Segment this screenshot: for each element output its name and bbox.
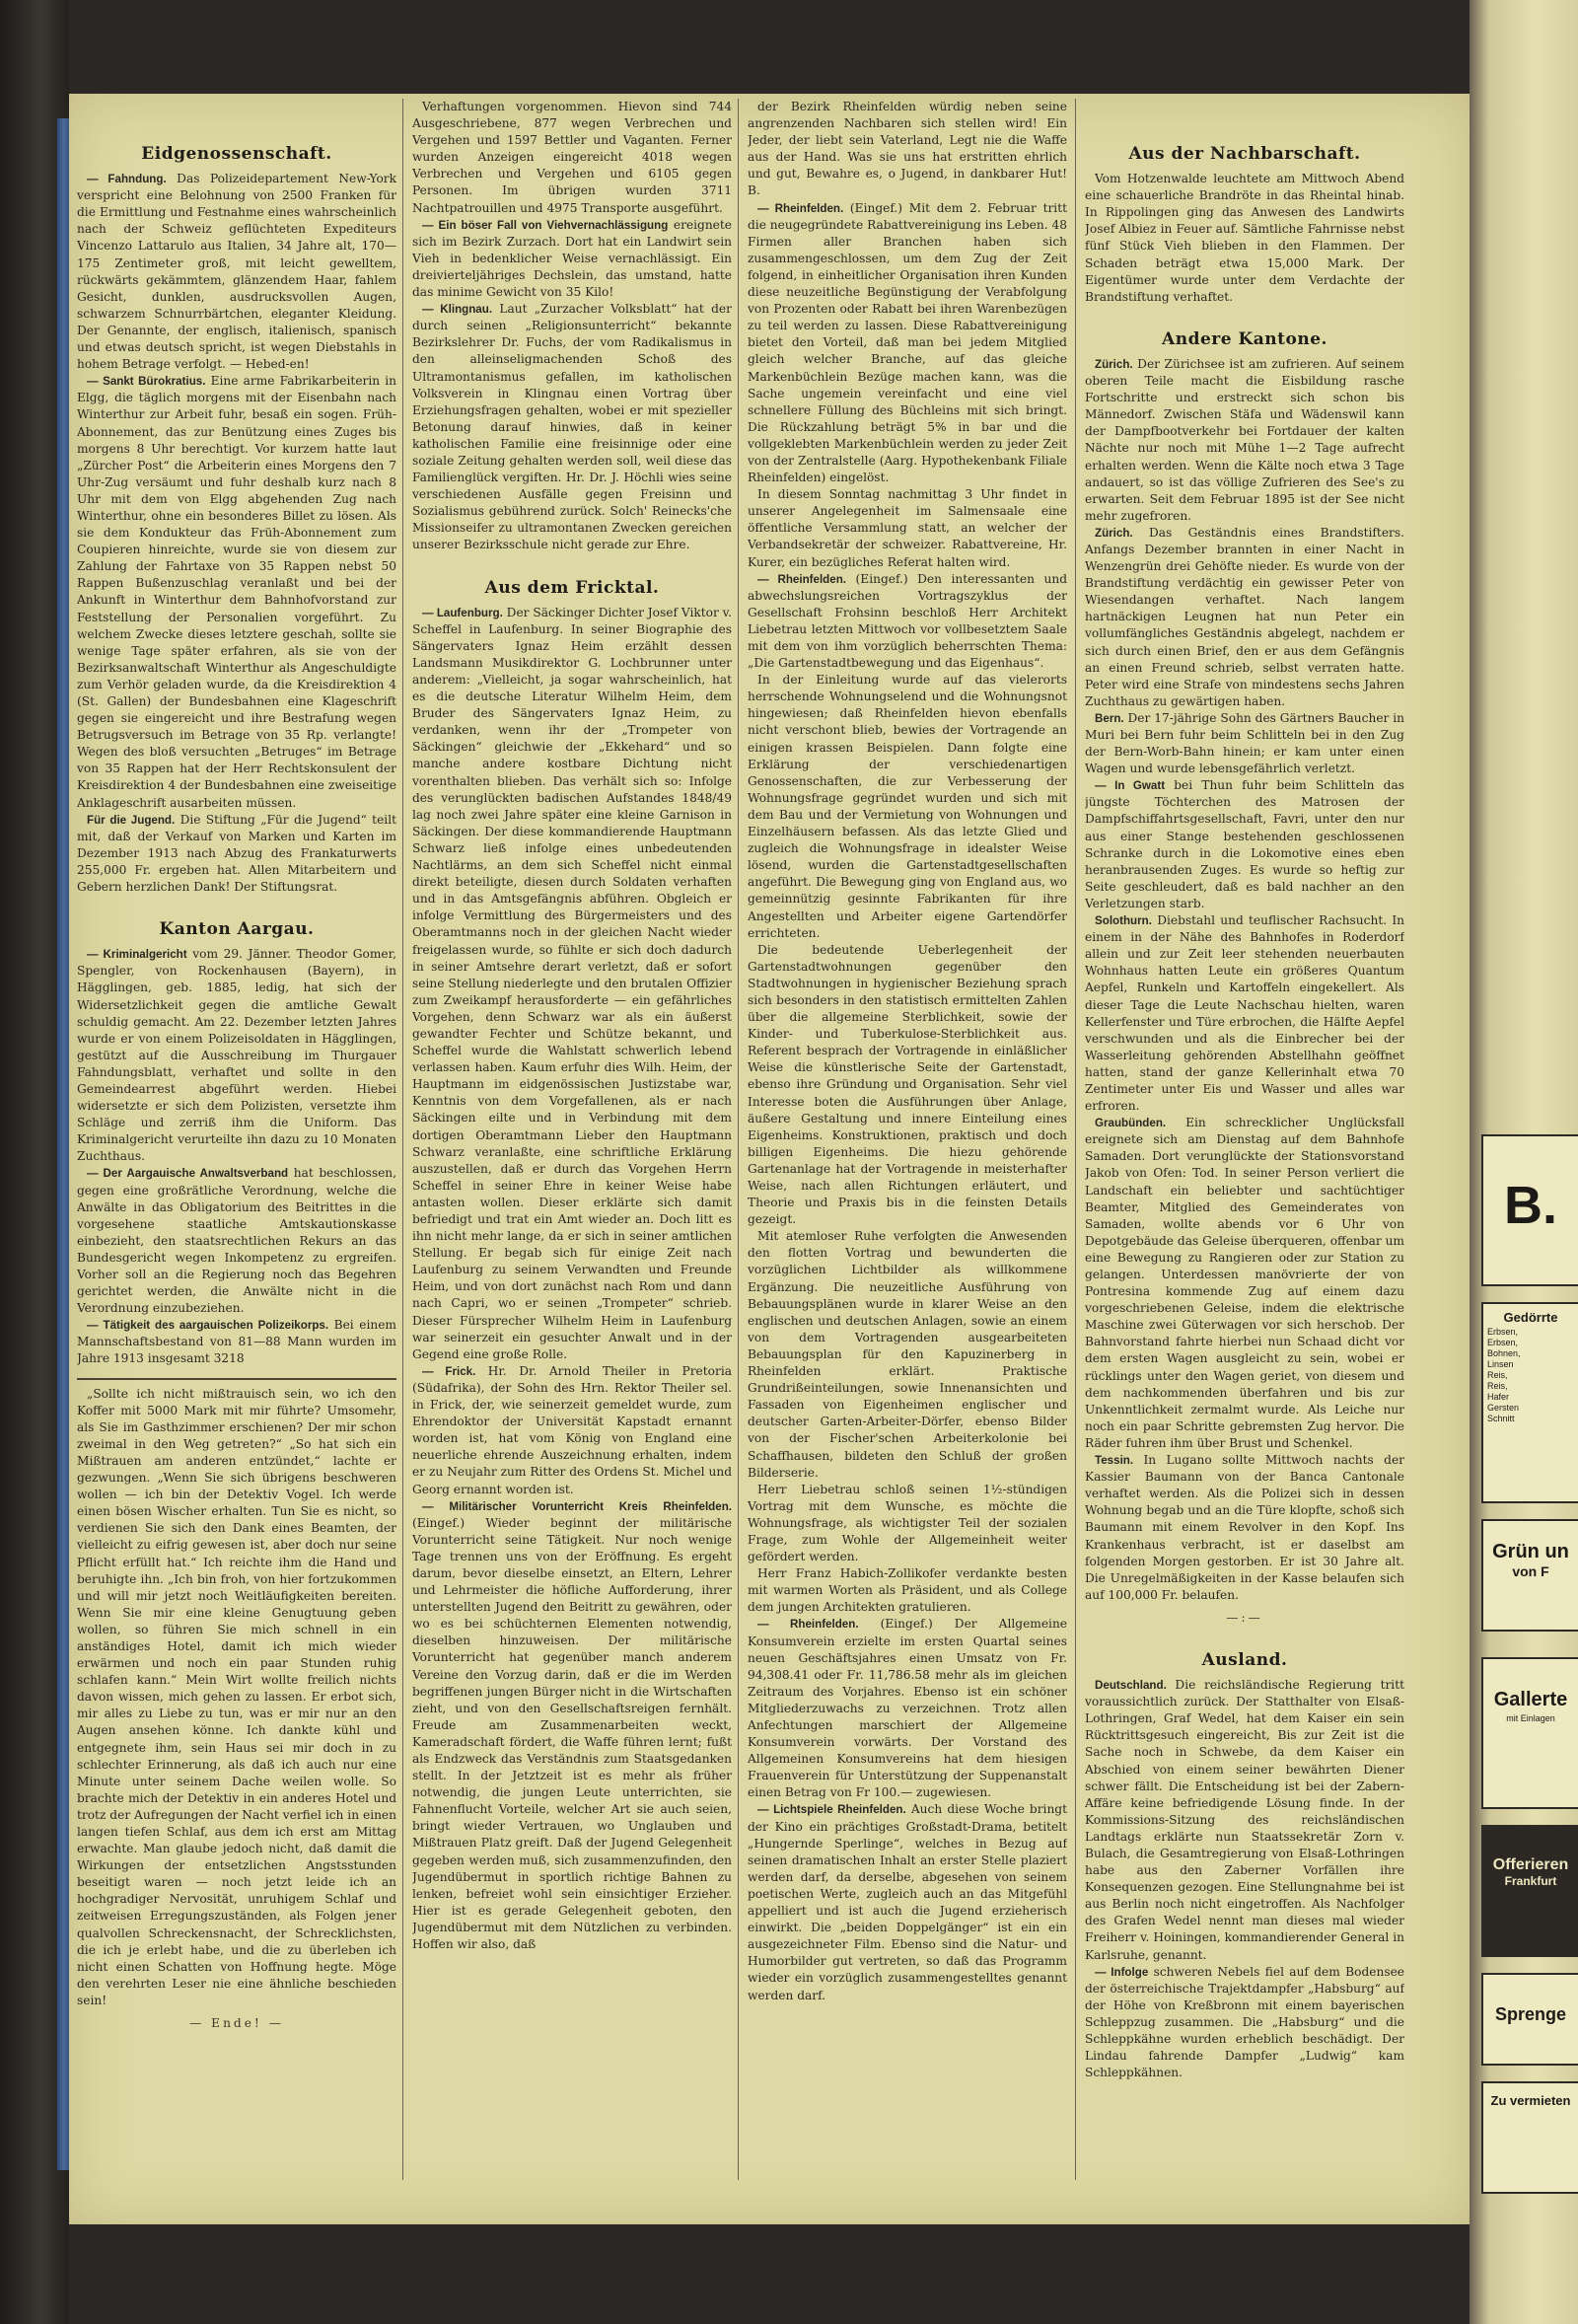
article-body: In diesem Sonntag nachmittag 3 Uhr findet in unserer Angelegenheit im Salmensaale eine öffentliche Versammlung statt, an welcher der Verbandsekretär der schweizer. Rabattvereine, Hr. Kurer, ein bezügliches Referat halten wird.	[748, 487, 1067, 569]
article-body: Der Zürichsee ist am zufrieren. Auf seinem oberen Teile macht die Eisbildung rasche Fortschritte und erstreckt sich schon bis Männedorf. Zwischen Stäfa und Wädenswil kann der Dampfbootverkehr bei Fortdauer der kalten Nächte nur noch mit Mühe 1—2 Tage aufrecht erhalten werden. Wenn die Kälte noch etwa 3 Tage andauert, so ist das völlige Zufrieren des See's zu erwarten. Seit dem Februar 1895 ist der See nicht mehr zugefroren.	[1085, 356, 1404, 523]
article-body: Eine arme Fabrikarbeiterin in Elgg, die täglich morgens mit der Eisenbahn nach Winterthur zur Arbeit fuhr, besaß ein sogen. Früh-Abonnement, das zur Benützung eines Zuges bis morgens 8 Uhr berechtigt. Vor kurzem hatte laut „Zürcher Post“ die Arbeiterin eines Morgens den 7 Uhr-Zug versäumt und fuhr deshalb kurz nach 8 Uhr mit dem von Elgg abgehenden Zug nach Winterthur, ohne ein besonderes Billet zu lösen. Als sie dem Kondukteur das Früh-Abonnement zum Coupieren hinreichte, wurde sie von diesem zur Zahlung der Fahrtaxe von 35 Rappen nebst 50 Rappen Bußenzuschlag veranlaßt und bei der Ankunft in Winterthur dem Bahnhofvorstand zur Feststellung der Personalien vorgeführt. Zu welchem Zwecke dieses letztere geschah, sollte sie wenige Tage später erfahren, als sie von der Bezirksanwaltschaft Winterthur als Angeschuldigte zum Verhör geladen wurde, da die Kreisdirektion 4 (St. Gallen) der Bundesbahnen eine Klageschrift gegen sie eingereicht und ihre Bestrafung wegen Betrugsversuch im Betrage von 35 Rp. verlangte! Wegen des bloß versuchten „Betruges“ im Betrage von 35 Rappen hat der Herr Rechtskonsulent der Kreisdirektion 4 der Bundesbahnen eine zweiseitige Anklageschrift ausarbeiten müssen.	[77, 374, 396, 810]
article-body: bei Thun fuhr beim Schlitteln das jüngste Töchterchen des Matrosen der Dampfschiffahrtsgesellschaft, Favri, unter den nur aus einer Stange bestehenden geschlossenen Schranke durch in die Lokomotive eines eben heranbrausenden Zuges. Es wurde so heftig zur Seite geschleudert, daß es bald nachher an den Verletzungen starb.	[1085, 778, 1404, 910]
ad-2-title: Gedörrte	[1503, 1310, 1558, 1325]
ad-5-text: Offerieren	[1492, 1856, 1569, 1873]
article-lead: — Laufenburg.	[422, 606, 503, 619]
article-body: (Eingef.) Den interessanten und abwechslungsreichen Vortragszyklus der Gesellschaft Frohsinn beschloß Herr Architekt Liebetrau letzten Mittwoch vor vollbesetztem Saale mit dem von ihm vorzüglich beherrschten Thema: „Die Gartenstadtbewegung und das Eigenhaus“.	[748, 571, 1067, 671]
ad-item: Schnitt	[1487, 1414, 1515, 1423]
article-paragraph	[77, 812, 396, 896]
article-lead: Deutschland.	[1095, 1679, 1167, 1693]
article-paragraph	[1085, 525, 1404, 710]
article-paragraph	[748, 1565, 1067, 1616]
article-body: In Lugano sollte Mittwoch nachts der Kassier Baumann von der Banca Cantonale verhaftet werden. Als die Polizei sich in dessen Wohnung begab und an die Türe klopfte, schoß sich Baumann mit einem Revolver in den Kopf. Ins Krankenhaus verbracht, ist er daselbst am folgenden Morgen gestorben. Er ist 30 Jahre alt. Die Unregelmäßigkeiten in der Kasse belaufen sich auf 100,000 Fr. belaufen.	[1085, 1453, 1404, 1602]
article-paragraph	[748, 1616, 1067, 1801]
ad-5-sub: Frankfurt	[1504, 1874, 1557, 1888]
article-paragraph	[77, 946, 396, 1165]
article-paragraph	[77, 171, 396, 373]
adjacent-page-strip	[1470, 0, 1578, 2324]
article-paragraph	[1085, 710, 1404, 777]
ad-7-text: Zu vermieten	[1490, 2093, 1571, 2108]
article-paragraph	[748, 200, 1067, 487]
article-lead: Bern.	[1095, 711, 1124, 725]
ad-item: Bohnen,	[1487, 1348, 1521, 1358]
article-body: (Eingef.) Mit dem 2. Februar tritt die neugegründete Rabattvereinigung ins Leben. 48 Firmen aller Branchen haben sich zusammengeschlossen, um dem Zug der Zeit folgend, in einheitlicher Organisation ihren Kunden diese neuzeitliche Begünstigung der Verabfolgung von Prozenten oder Rabatt bei ihren Warenbezügen zu teil werden zu lassen. Diese Rabattvereinigung bietet den Vorteil, daß man bei jedem Mitglied gleich welcher Branche, auf das gleiche Markenbüchlein Bezüge machen kann, was die Sache ungemein vereinfacht und eine viel schnellere Füllung des Büchleins mit sich bringt. Die Rückzahlung beträgt 5% in bar und die vollgeklebten Markenbüchlein werden zu jeder Zeit von der Zentralstelle (Aarg. Hypothekenbank Filiale Rheinfelden) eingelöst.	[748, 200, 1067, 485]
article-body: In der Einleitung wurde auf das vielerorts herrschende Wohnungselend und die Wohnungsnot hingewiesen; daß Rheinfelden hievon ebenfalls nicht verschont blieb, bewies der Vortragende an einigen krassen Beispielen. Dann folgte eine Erklärung der verschiedenartigen Genossenschaften, die zur Verbesserung der Wohnungsfrage gegründet wurden und sich mit dem Bau und der Vermietung von Wohnungen und Einzelhäusern befassen. Als das letzte Glied und zugleich die Wohnungsfrage in idealster Weise lösend, wurden die Gartenstadtgesellschaften angeführt. Die Bewegung ging von England aus, wo gemeinnützig gesinnte Fabrikanten für ihre Angestellten und Arbeiter eigene Gartendörfer errichteten.	[748, 673, 1067, 940]
ad-box-3	[1481, 1519, 1578, 1632]
article-lead: — Lichtspiele Rheinfelden.	[757, 1803, 906, 1817]
article-lead: Tessin.	[1095, 1454, 1134, 1468]
article-body: der Bezirk Rheinfelden würdig neben seine angrenzenden Nachbaren sich stellen wird! Ein Jeder, der liebt sein Vaterland, Legt nie die Waffe aus der Hand. Was sie uns hat erstritten ehrlich und gut, Bewahre es, o Jugend, in dankbarer Hut! B.	[748, 100, 1067, 198]
article-lead: Solothurn.	[1095, 914, 1152, 928]
section-heading: Aus der Nachbarschaft.	[1128, 144, 1361, 164]
ad-6-title: Sprenge	[1494, 2004, 1567, 2024]
article-body: (Eingef.) Der Allgemeine Konsumverein erzielte im ersten Quartal seines neuen Geschäftsjahres einen Umsatz von Fr. 94,308.41 oder Fr. 11,786.58 mehr als im gleichen Zeitraum des Vorjahres. Ebenso ist ein schöner Mitgliederzuwachs zu verzeichnen. Trotz allen Anfechtungen marschiert der Allgemeine Konsumverein vorwärts. Der Vorstand des Allgemeinen Konsumvereins hat dem hiesigen Frauenverein für Unterstützung der Suppenanstalt einen Betrag von Fr 100.— zugewiesen.	[748, 1617, 1067, 1800]
article-body: Der 17-jährige Sohn des Gärtners Baucher in Muri bei Bern fuhr beim Schlitteln bei in den Zug der Bern-Worb-Bahn hinein; er kam unter einen Wagen und wurde lebensgefährlich verletzt.	[1085, 710, 1404, 776]
article-paragraph	[748, 1228, 1067, 1481]
article-body: Verhaftungen vorgenommen. Hievon sind 744 Ausgeschriebene, 877 wegen Verbrechen und Vergehen und 1597 Bettler und Vaganten. Ferner wurden Anzeigen eingereicht 4018 wegen Verbrechen und Vergehen und 6105 gegen Personen. Im übrigen wurden 3711 Nachtpatrouillen und 4975 Transporte ausgeführt.	[412, 100, 732, 215]
article-paragraph	[1085, 356, 1404, 525]
article-paragraph	[748, 672, 1067, 942]
article-body: (Eingef.) Wieder beginnt der militärische Vorunterricht seine Tätigkeit. Nur noch wenige Tage trennen uns von der Eröffnung. Es ergeht darum, bevor dieselbe einsetzt, an Eltern, Lehrer und Lehrmeister die höfliche Aufforderung, ihrer unterstellten Jugend den Beitritt zu gewähren, oder wo es bei schüchternen Elementen notwendig, dieselben hinzuweisen. Der militärische Vorunterricht hat gegenüber manch anderem Vereine den Vorzug darin, daß er die im Werden begriffenen jungen Bürger nicht in die Wirtschaften zieht, und von den Gesellschaftsreigen fernhält. Freude am Zusammenarbeiten weckt, Kameradschaft fördert, die Waffe führen lernt; fußt als Endzweck das Verständnis zum Staatsgedanken stellt. In der Jetztzeit ist es mehr als früher notwendig, die jungen Leute unterrichten, sie Fahnenflucht Vorteile, welcher Art sie auch seien, bringt wieder Vertrauen, wo Unglauben und Mißtrauen Platz greift. Daß der Jugend Gelegenheit gegeben werden muß, sich zusammenzufinden, den Jugendübermut in sportlich richtige Bahnen zu lenken, befreiet wohl sein einsichtiger Erzieher. Hier ist es gerade Gelegenheit geboten, den Jugendübermut mit dem Nützlichen zu verbinden. Hoffen wir also, daß	[412, 1515, 732, 1952]
ad-4-sub: mit Einlagen	[1506, 1713, 1555, 1723]
article-paragraph	[748, 1801, 1067, 2003]
section-heading: Aus dem Fricktal.	[484, 577, 660, 598]
ad-3-text: Grün un	[1492, 1541, 1569, 1562]
article-body: Der Säckinger Dichter Josef Viktor v. Scheffel in Laufenburg. In seiner Biographie des Sängervaters Ignaz Heim erzählt dessen Landsmann Musikdirektor G. Lochbrunner unter anderem: „Vielleicht, ja sogar wahrscheinlich, hat es die deutsche Literatur Wilhelm Heim, dem Bruder des Sängervaters Ignaz Heim, zu verdanken, wenn ihr der „Trompeter von Säckingen“ gleichwie der „Ekkehard“ und so manche andere kostbare Dichtung nicht vorenthalten blieben. Das verhält sich so: Infolge des verunglückten badischen Aufstandes 1848/49 lag noch zwei Jahre später eine kleine Garnison in Säckingen. Der diese kommandierende Hauptmann Schwarz ließ infolge eines unbedeutenden Nachtlärms, an dem sich Scheffel nicht einmal direkt beteiligte, diesen durch Soldaten verhaften und in das Amtsgefängnis abführen. Obgleich er infolge Vermittlung des Bürgermeisters und des Oberamtmanns noch in der gleichen Nacht wieder freigelassen wurde, so fühlte er sich doch dadurch in seiner Amtsehre derart verletzt, daß er sofort seine Stellung niederlegte und den brutalen Offizier zum Zweikampf herausforderte — ein gefährliches Vorgehen, denn Schwarz war als ein äußerst gewandter Fechter und Schütze bekannt, und Scheffel wurde die Wahlstatt schwerlich lebend verlassen haben. Kaum erfuhr dies Wilh. Heim, der Hauptmann im eidgenössischen Justizstabe war, Kenntnis von dem Vorgefallenen, als er nach Säckingen eilte und in Verbindung mit dem dortigen Oberamtmann Lieber den Hauptmann Schwarz veranlaßte, eine schriftliche Erklärung auszustellen, daß er durch das Vorgehen Herrn Scheffel in seiner Ehre in keiner Weise habe antasten wollen. Dieser erklärte sich damit befriedigt und trat ein Amt wieder an. Doch litt es ihn nicht mehr lange, da er sich in seiner amtlichen Stellung. Er begab sich für einige Zeit nach Laufenburg zu seinem Verwandten und Freunde Heim, und von dort zunächst nach Rom und dann nach Capri, wo er seinen „Trompeter“ schrieb. Dieser Fürsprecher Wilhelm Heim in Laufenburg war seinerzeit ein gesuchter Anwalt und in der Gegend eine große Rolle.	[412, 605, 732, 1361]
article-paragraph	[1085, 1677, 1404, 1964]
article-lead: — Sankt Bürokratius.	[87, 375, 206, 389]
ad-item: Erbsen,	[1487, 1327, 1519, 1337]
article-paragraph	[748, 99, 1067, 200]
section-heading: Ausland.	[1201, 1649, 1288, 1670]
article-paragraph	[412, 605, 732, 1363]
ad-1-text: B.	[1504, 1176, 1557, 1235]
ad-box-6	[1481, 1973, 1578, 2066]
ad-item: Gersten	[1487, 1403, 1520, 1413]
article-paragraph	[77, 1165, 396, 1317]
column-rule	[402, 99, 403, 2180]
article-body: schweren Nebels fiel auf dem Bodensee der österreichische Trajektdampfer „Habsburg“ auf der Höhe von Kreßbronn mit einem bayerischen Schleppzug zusammen. Die „Habsburg“ und die Schleppkähne wurden erheblich beschädigt. Der Lindau fahrende Dampfer „Ludwig“ kam Schleppkähnen.	[1085, 1964, 1404, 2080]
ad-box-5	[1481, 1825, 1578, 1957]
article-body: Bei einem Mannschaftsbestand von 81—88 Mann wurden im Jahre 1913 insgesamt 3218	[77, 1318, 396, 1366]
ad-2-items	[1483, 1325, 1578, 1426]
ad-box-4	[1481, 1657, 1578, 1809]
article-paragraph	[1085, 912, 1404, 1115]
separator-mark: —:—	[1226, 1610, 1263, 1625]
separator-mark: — Ende! —	[189, 2016, 284, 2031]
section-heading: Kanton Aargau.	[159, 919, 315, 940]
article-body: Das Polizeidepartement New-York verspricht eine Belohnung von 2500 Franken für die Ermittlung und Festnahme eines wahrscheinlich nach der Schweiz geflüchteten Expediteurs Vincenzo Lattarulo aus Italien, 34 Jahre alt, 170—175 Zentimeter groß, mit leicht gewelltem, rückwärts gekämmtem, glänzendem Haar, fahlem Gesicht, dunklen, ausdrucksvollen Augen, schwarzem Schnurrbärtchen, eleganter Kleidung. Der Genannte, der englisch, italienisch, spanisch und etwas deutsch spricht, ist wegen Diebstahls in hohem Betrage verfolgt. — Hebed-en!	[77, 172, 396, 372]
article-lead: Für die Jugend.	[87, 813, 176, 827]
column-rule	[1075, 99, 1076, 2180]
article-paragraph	[412, 301, 732, 553]
article-paragraph	[412, 1498, 732, 1954]
article-body: Ein schrecklicher Unglücksfall ereignete sich am Dienstag auf dem Bahnhofe Samaden. Dort verunglückte der Stationsvorstand Jakob von Ofen: Tod. In seiner Person verliert die Landschaft ein beliebter und sachtüchtiger Beamter, Mitglied des Gemeinderates von Samaden, wollte abends vor 6 Uhr von Depotgebäude das Geleise überqueren, offenbar um eine Bewegung zu Rangieren oder zur Station zu gelangen. Unterdessen manövrierte der von Pontresina kommende Zug auf einem dazu vorgeschriebenen Geleise, indem die elektrische Maschine zwei Güterwagen vor sich herschob. Der Bahnvorstand fahrte hierbei nun Schaad dicht vor dem ersten Wagen ausgleicht zu sein, wobei er rücklings unter den Wagen geriet, von diesem und dem nachkommenden überfahren und bis zur Unkenntlichkeit zermalmt wurde. Als Leiche nur noch ein paar Schritte gebremsten Zug hervor. Die Räder fuhren ihm über Brust und Schenkel.	[1085, 1116, 1404, 1450]
article-body: Die bedeutende Ueberlegenheit der Gartenstadtwohnungen gegenüber den Stadtwohnungen in hygienischer Beziehung sprach sich besonders in den statistisch ermittelten Zahlen über die allgemeine Sterblichkeit, sowie der Kinder- und Tuberkulose-Sterblichkeit aus. Referent besprach der Vortragende in einläßlicher Weise die künstlerische Seite der Gartenstadt, ebenso ihre Gründung und Organisation. Sehr viel Interesse boten die Ausführungen über Anlage, äußere Gestaltung und innere Einteilung eines Eigenheims. Konstruktionen, praktisch und doch billigen Eigenheims. Die hiezu gehörende Gartenanlage hat der Vortragende in meisterhafter Weise, nach allen Richtungen erläutert, und Theorie und Praxis bis in die feinsten Details gezeigt.	[748, 942, 1067, 1227]
ad-box-2	[1481, 1302, 1578, 1503]
article-lead: — Ein böser Fall von Viehvernachlässigung	[422, 218, 669, 232]
article-body: Das Geständnis eines Brandstifters. Anfangs Dezember brannten in einer Nacht in Wenzengrün drei Gehöfte nieder. Es wurde von der Brandstiftung verdächtig ein gewisser Peter von Wiesendangen verhaftet. Nach langem hartnäckigen Leugnen hat nun Peter ein vollumfängliches Geständnis abgelegt, nachdem er sich durch einen Brief, den er aus dem Gefängnis an einen Freund schrieb, selbst verraten hatte. Peter wird eine Strafe von mindestens sechs Jahren Zuchthaus zu gewärtigen haben.	[1085, 525, 1404, 708]
article-body: Auch diese Woche bringt der Kino ein prächtiges Großstadt-Drama, betitelt „Hungernde Sperlinge“, welches in Bezug auf seinen dramatischen Inhalt an erster Stelle plaziert werden darf, da derselbe, abgesehen von seinem poetischen Werte, zugleich auch an das Mitgefühl appelliert und ist auch die Jugend erzieherisch einwirkt. Die „beiden Doppelgänger“ ist ein ein ausgezeichneter Film. Ebenso sind die Natur- und Humorbilder gut vertreten, so daß das Programm wieder ein vorzüglich zusammengestelltes genannt werden darf.	[748, 1802, 1067, 2002]
article-paragraph	[748, 942, 1067, 1229]
article-paragraph	[412, 1363, 732, 1498]
article-body: Herr Franz Habich-Zollikofer verdankte besten mit warmen Worten als Präsident, und als College dem jungen Architekten gratulieren.	[748, 1566, 1067, 1615]
ad-4-title: Gallerte	[1493, 1689, 1568, 1710]
article-lead: Graubünden.	[1095, 1117, 1167, 1130]
article-body: Die Stiftung „Für die Jugend“ teilt mit, daß der Verkauf von Marken und Karten im Dezember 1913 nach Abzug des Frankaturwerts 255,000 Fr. ergeben hat. Allen Mitarbeitern und Gebern herzlichen Dank! Der Stiftungsrat.	[77, 812, 396, 895]
article-body: „Sollte ich nicht mißtrauisch sein, wo ich den Koffer mit 5000 Mark mit mir führte? Umsomehr, als Sie im Gasthzimmer erschienen? Der mir schon zweimal in den Weg getreten?“ „So hat sich ein Mißtrauen am anderen entzündet,“ lachte er gezwungen. „Wenn Sie sich übrigens beschweren wollen — ich bin der Detektiv Vogel. Ich werde einen bösen Wischer erhalten. Tun Sie es nicht, so verdienen Sie sich den Dank eines Beamten, der vielleicht zu eifrig gewesen ist, aber doch nur seine Pflicht erfüllt hat.“ Ich reichte ihm die Hand und beruhigte ihn. „Ich bin froh, von hier fortzukommen und will mir jetzt noch Weitläufigkeiten bereiten. Wenn Sie mir eine kleine Genugtuung geben wollen, so führen Sie mich schnell in ein anständiges Hotel, damit ich mich wieder erwärmen und noch ein paar Stunden ruhig schlafen kann.“ Mein Wirt wollte freilich nichts davon wissen, mich gehen zu lassen. Er erbot sich, mir alles zu Liebe zu tun, was er mir nur an den Augen ansehen könne. Ich dankte kühl und entgegnete ihm, sein Haus sei mir doch in zu schlechter Erinnerung, als daß ich auch nur eine Minute unter seinem Dache weilen wolle. So brachte mich der Detektiv in ein anderes Hotel und trotz der Aufregungen der Nacht verfiel ich in einen langen tiefen Schlaf, aus dem ich erst am Mittag erwachte. Man glaube jedoch nicht, daß damit die Wirkungen der entsetzlichen Angstsstunden beseitigt waren — noch jetzt leide ich an hochgradiger Nervosität, unruhigem Schlaf und zeitweisen Erregungszuständen, als Folgen jener qualvollen Schreckensnacht, der Schrecklichsten, die ich je erlebt habe, und die zu überleben ich nicht einen Schatten von Hoffnung hegte. Möge den verehrten Leser nie eine ähnliche beschieden sein!	[77, 1386, 396, 2007]
article-paragraph	[748, 1482, 1067, 1565]
article-body: Mit atemloser Ruhe verfolgten die Anwesenden den flotten Vortrag und bewunderten die vorzüglichen Lichtbilder als willkommene Ergänzung. Die neuzeitliche Ausführung von Bebauungsplänen wurde in klarer Weise an den englischen und deutschen Anlagen, sowie an einem von dem Vortragenden ausgearbeiteten Bebauungsplan für den Kapuzinerberg in Rheinfelden erklärt. Praktische Grundrißeinteilungen, sowie Innenansichten und Fassaden von Eigenheimen englischer und deutscher Garten-Arbeiter-Dörfer, ebenso Bilder von der Fischer'schen Arbeiterkolonie bei Schaffhausen, bildeten den Schluß der großen Bilderserie.	[748, 1229, 1067, 1480]
article-paragraph	[77, 1386, 396, 2009]
article-body: hat beschlossen, gegen eine großrätliche Verordnung, welche die Anwälte in das Obligatorium des Beitrittes in die vorgesehene staatliche Amtskautionskasse einbezieht, den staatsrechtlichen Rekurs an das Bundesgericht wegen Inkompetenz zu ergreifen. Vorher soll an die Regierung noch das Begehren gerichtet werden, die Anwälte nicht in die Verordnung einzubeziehen.	[77, 1166, 396, 1316]
article-lead: — Fahndung.	[87, 173, 167, 186]
ad-item: Erbsen,	[1487, 1338, 1519, 1347]
ad-box-7	[1481, 2081, 1578, 2194]
article-body: ereignete sich im Bezirk Zurzach. Dort hat ein Landwirt sein Vieh in bedenklicher Weise vernachlässigt. Ein dreivierteljähriges Dechslein, das umstand, hatte das minime Gewicht von 35 Kilo!	[412, 217, 732, 300]
article-paragraph	[1085, 777, 1404, 912]
article-lead: — Rheinfelden.	[757, 572, 847, 586]
article-paragraph	[1085, 1452, 1404, 1604]
section-heading: Andere Kantone.	[1162, 328, 1327, 349]
article-body: Diebstahl und teuflischer Rachsucht. In einem in der Nähe des Bahnhofes in Roderdorf allein und zur Zeit leer stehenden neuerbauten Wohnhaus hatten Leute ein größeres Quantum Aepfel, Runkeln und Kartoffeln eingekellert. Als dieser Tage die Leute Nachschau hielten, waren Kellerfenster und Türe erbrochen, die Hälfte Aepfel verschwunden und als die Einbrecher bei der Wasserleitung gehörenden Abstellhahn geöffnet hatten, stand der ganze Kellerinhalt etwa 70 Zentimeter unter Eis und Wasser und alles war erfroren.	[1085, 913, 1404, 1114]
ad-3-sub: von F	[1512, 1563, 1549, 1579]
article-body: Hr. Dr. Arnold Theiler in Pretoria (Südafrika), der Sohn des Hrn. Rektor Theiler sel. in Frick, der, wie seinerzeit gemeldet wurde, zum Ehrendoktor der Universität Kapstadt ernannt worden ist, hat vom König von England eine neuerliche ehrende Auszeichnung erhalten, indem er zu Neujahr zum Ritter des Ordens St. Michel und Georg ernannt worden ist.	[412, 1363, 732, 1496]
article-body: vom 29. Jänner. Theodor Gomer, Spengler, von Rockenhausen (Bayern), in Hägglingen, geb. 1885, ledig, hat sich der Widersetzlichkeit gegen die amtliche Gewalt schuldig gemacht. Am 22. Dezember letzten Jahres wurde er von einem Polizeisoldaten in Hägglingen, gestützt auf die Ausschreibung im Thurgauer Fahndungsblatt, verhaftet und sollte in den Gemeindearrest abgeführt werden. Hiebei widersetzte er sich dem Polizisten, versetzte ihm Schläge und zerriß ihm die Uniform. Das Kriminalgericht verurteilte ihn dazu zu 10 Monaten Zuchthaus.	[77, 947, 396, 1164]
ad-item: Reis,	[1487, 1370, 1508, 1380]
article-lead: Zürich.	[1095, 357, 1133, 371]
ad-item: Hafer	[1487, 1392, 1510, 1402]
article-lead: — Infolge	[1095, 1965, 1149, 1979]
article-body: Laut „Zurzacher Volksblatt“ hat der durch seinen „Religionsunterricht“ bekannte Bezirkslehrer Dr. Fuchs, der vom Radikalismus in den alleinseligmachenden Schoß des Ultramontanismus gefallen, im katholischen Volksverein in Klingnau einen Vortrag über Erziehungsfragen gehalten, wobei er mit spezieller Betonung darauf hinwies, daß in keiner katholischen Familie eine freisinnige oder eine soziale Zeitung gehalten werden soll, weil diese das Familienglück vergiften. Hr. Dr. J. Höchli wies seine verschiedenen Ausfälle gegen Freisinn und Sozialismus gebührend zurück. Solch' Reinecks'che Missionseifer zu ultramontanen Zwecken gereichen unserer Bezirksschule nicht gerade zur Ehre.	[412, 302, 732, 552]
ad-box-1	[1481, 1134, 1578, 1286]
article-lead: — Der Aargauische Anwaltsverband	[87, 1167, 289, 1181]
article-paragraph	[748, 571, 1067, 673]
article-paragraph	[77, 373, 396, 811]
column-2	[412, 99, 732, 2190]
article-paragraph	[77, 1317, 396, 1367]
article-body: Die reichsländische Regierung tritt voraussichtlich zurück. Der Statthalter von Elsaß-Lothringen, Graf Wedel, hat dem Kaiser ein sein Rücktrittsgesuch eingereicht, Bis zur Zeit ist die Sache noch in Schwebe, da dem Kaiser ein Abschied von einem seiner bewährten Diener schwer fällt. Die Entscheidung ist bei der Zabern-Affäre keine befriedigende Lösung finde. In der Kommissions-Sitzung des reichsländischen Landtags erklärte nun Staatssekretär Zorn v. Bulach, die Gesamtregierung von Elsaß-Lothringen habe aus den Zaberner Vorfällen ihre Konsequenzen gezogen. Eine Stellungnahme bei ist aus Berlin noch nicht eingetroffen. Als Nachfolger des Grafen Wedel nennt man dieses mal wieder Freiherr v. Hoiningen, kommandierender General in Karlsruhe, genannt.	[1085, 1678, 1404, 1962]
column-4	[1085, 99, 1404, 2190]
article-lead: — Militärischer Vorunterricht Kreis Rheinfelden.	[422, 1499, 732, 1513]
column-rule	[738, 99, 739, 2180]
article-paragraph	[412, 217, 732, 301]
column-3	[748, 99, 1067, 2190]
article-paragraph	[1085, 1115, 1404, 1452]
strip-text-block	[1493, 109, 1572, 523]
article-paragraph	[1085, 171, 1404, 306]
article-paragraph	[412, 99, 732, 217]
article-lead: — In Gwatt	[1095, 779, 1166, 793]
article-paragraph	[1085, 1964, 1404, 2082]
section-heading: Eidgenossenschaft.	[141, 144, 332, 164]
article-lead: — Tätigkeit des aargauischen Polizeikorps.	[87, 1319, 329, 1333]
article-lead: — Frick.	[422, 1364, 476, 1378]
article-lead: Zürich.	[1095, 526, 1133, 540]
ad-item: Linsen	[1487, 1359, 1514, 1369]
article-paragraph	[748, 486, 1067, 570]
ad-item: Reis,	[1487, 1381, 1508, 1391]
article-body: Vom Hotzenwalde leuchtete am Mittwoch Abend eine schauerliche Brandröte in das Rheintal hinab. In Rippolingen ging das Anwesen des Landwirts Josef Albiez in Feuer auf. Sämtliche Fahrnisse nebst fünf Stück Vieh blieben in den Flammen. Der Schaden beträgt etwa 15,000 Mark. Der Eigentümer wurde unter dem Verdachte der Brandstiftung verhaftet.	[1085, 172, 1404, 304]
feuilleton-divider	[77, 1378, 396, 1380]
article-lead: — Rheinfelden.	[757, 201, 844, 215]
article-body: Herr Liebetrau schloß seinen 1½-stündigen Vortrag mit dem Wunsche, es möchte die Wohnungsfrage, als wichtigster Teil der sozialen Frage, zum Wohle der Allgemeinheit weiter gefördert werden.	[748, 1482, 1067, 1564]
article-lead: — Kriminalgericht	[87, 948, 187, 962]
article-lead: — Rheinfelden.	[757, 1618, 859, 1632]
column-1	[77, 99, 396, 2190]
article-lead: — Klingnau.	[422, 303, 493, 317]
